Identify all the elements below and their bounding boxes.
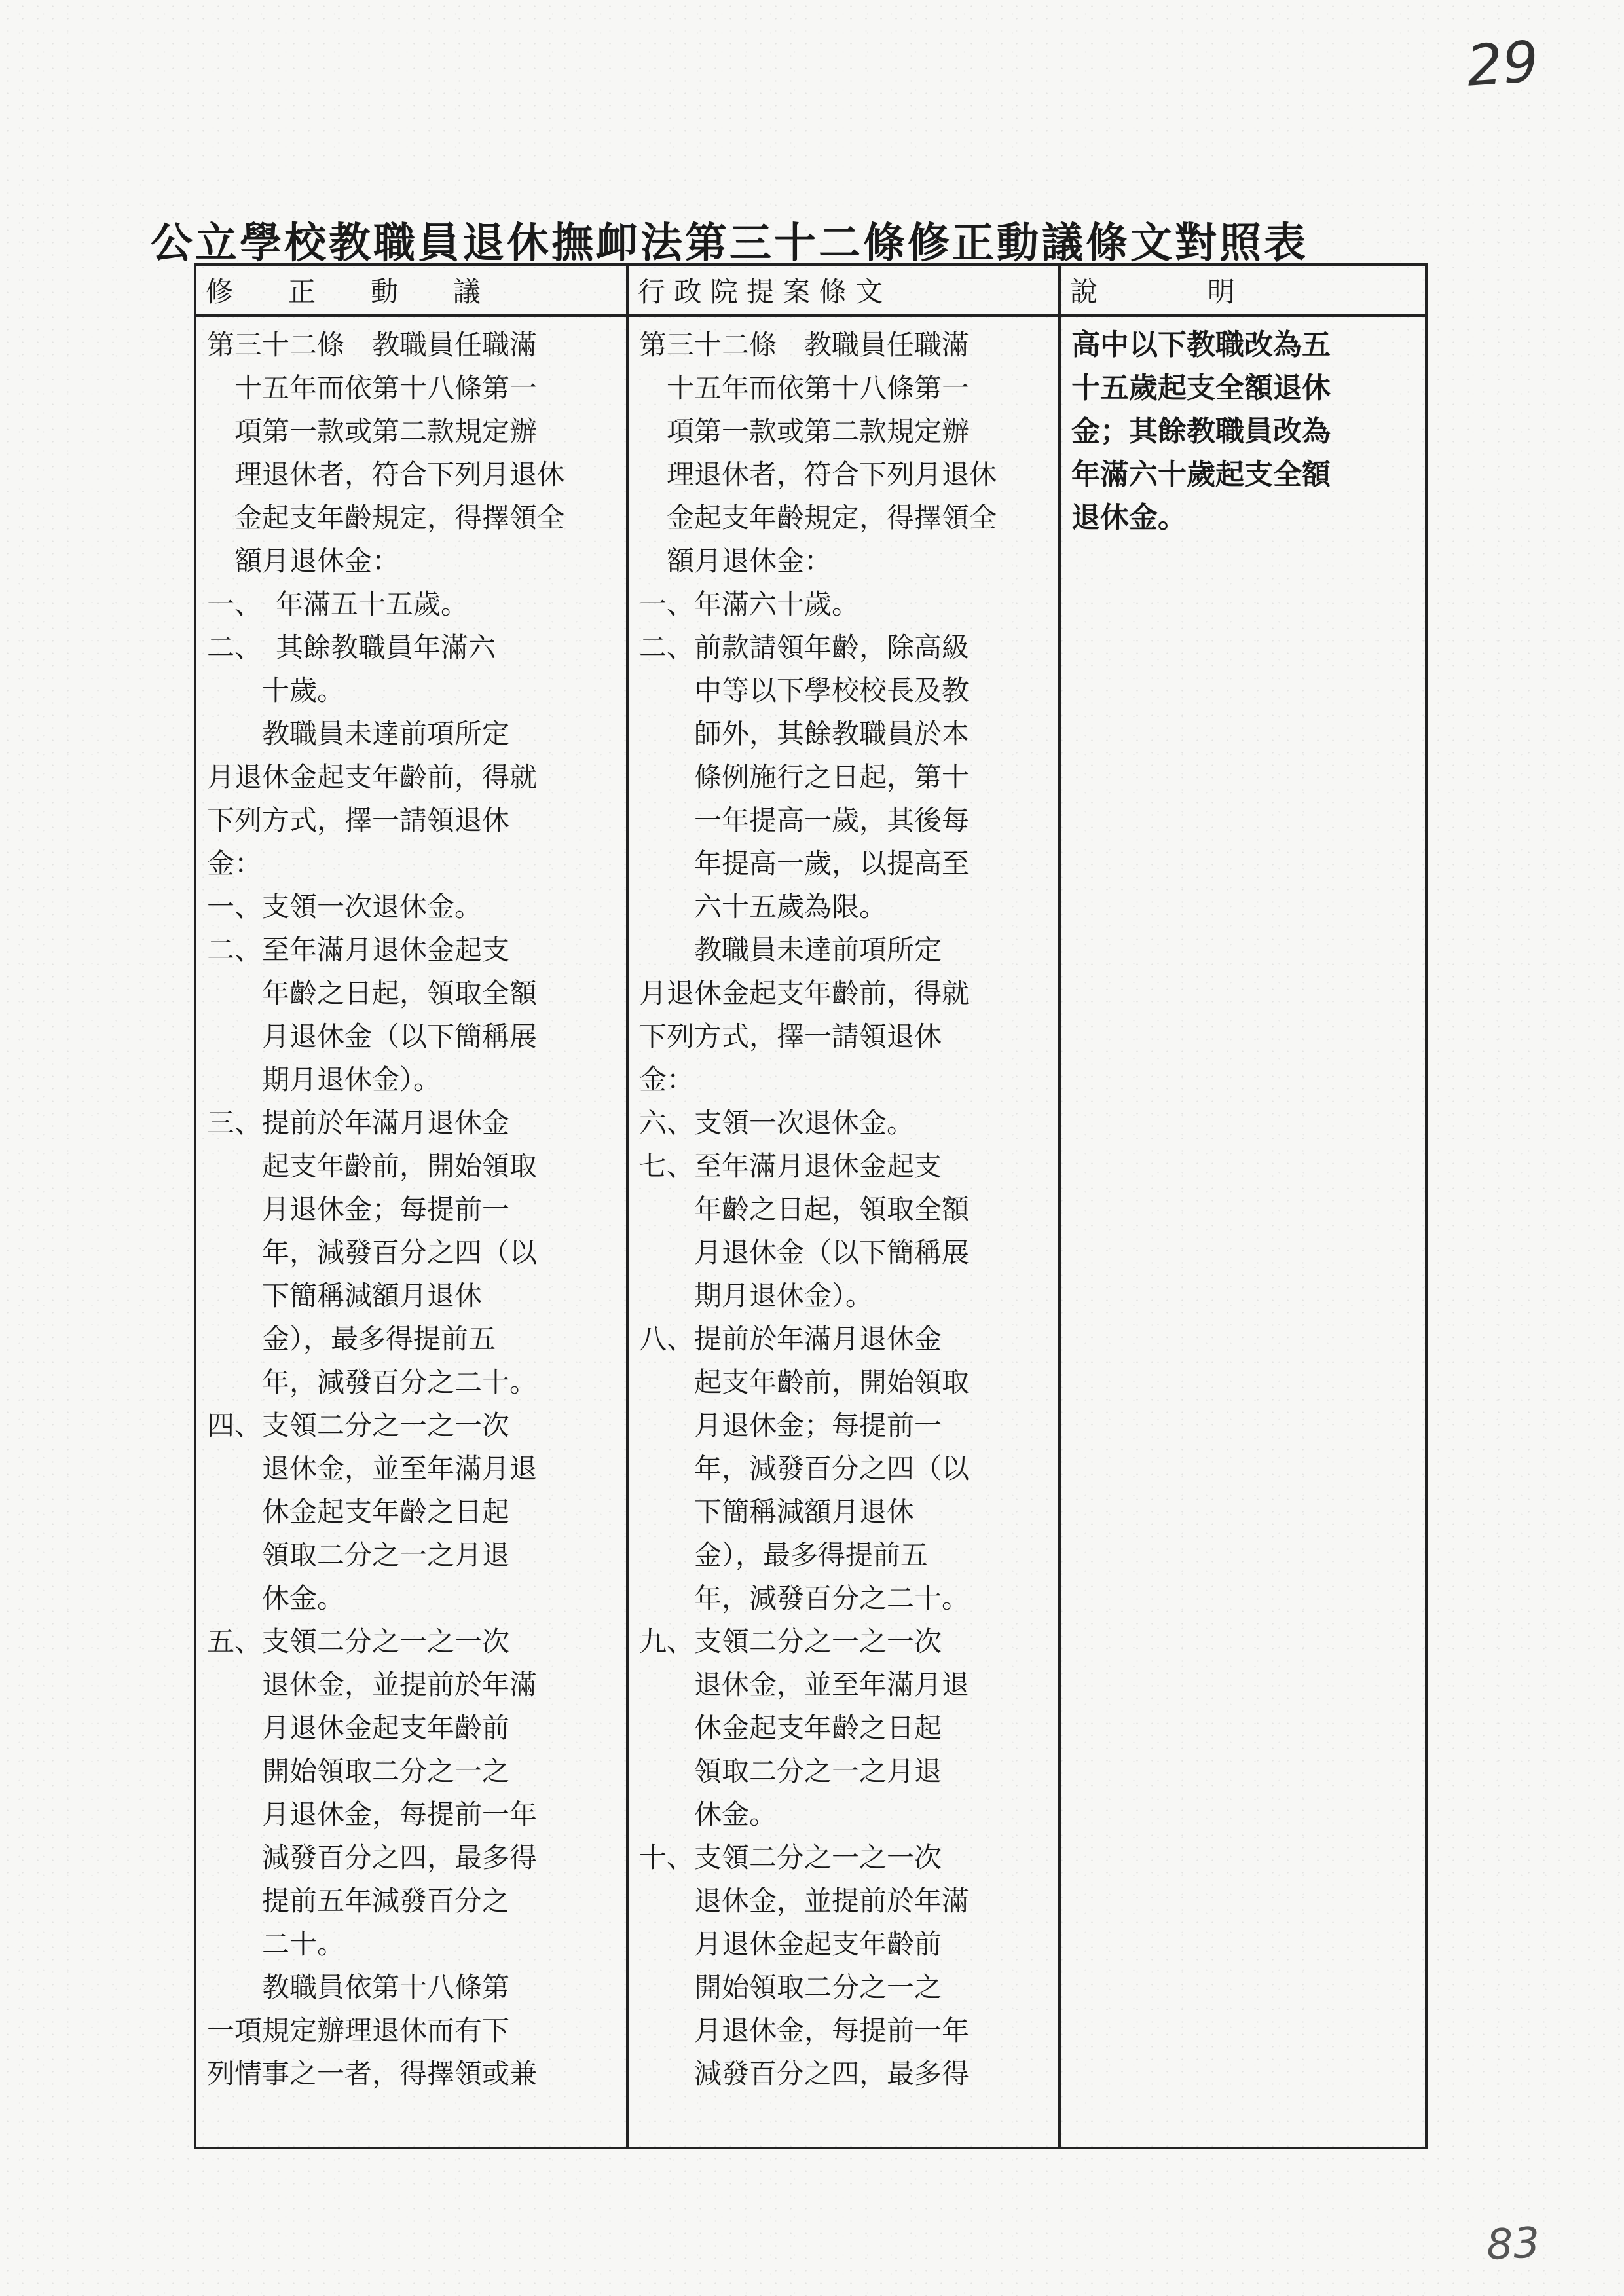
explanation-text: 高中以下教職改為五 十五歲起支全額退休 金；其餘教職員改為 年滿六十歲起支全額 退休金。 bbox=[1071, 328, 1331, 534]
handwritten-page-number-bottom: 83 bbox=[1485, 2218, 1541, 2270]
header-explanation: 說 明 bbox=[1060, 265, 1426, 316]
handwritten-page-number-top: 29 bbox=[1464, 29, 1541, 100]
amendment-cell bbox=[195, 316, 627, 2148]
document-title: 公立學校教職員退休撫卹法第三十二條修正動議條文對照表 bbox=[151, 219, 1308, 268]
table-row bbox=[195, 316, 1426, 2148]
executive-cell bbox=[627, 316, 1060, 2148]
amendment-text: 第三十二條 教職員任職滿 十五年而依第十八條第一 項第一款或第二款規定辦 理退休者，符合下列月退休 金起支年齡規定，得擇領全 額月退休金： 一、 年滿五十五歲。 二、 其餘教職員年滿六 十歲。 教職員未達前項所定 月退休金起支年齡前，得就 下列方式，擇一請領退休 金： 一、支領一次退休金。 二、至年滿月退休金起支 年齡之日起，領取全額 月退休金（以下簡稱展 期月退休金）。 三、提前於年滿月退休金 起支年齡前，開始領取 月退休金；每提前一 年，減發百分之四（以 下簡稱減額月退休 金），最多得提前五 年，減發百分之二十。 四、支領二分之一之一次 退休金，並至年滿月退 休金起支年齡之日起 領取二分之一之月退 休金。 五、支領二分之一之一次 退休金，並提前於年滿 月退休金起支年齡前 開始領取二分之一之 月退休金，每提前一年 減發百分之四，最多得 提前五年減發百分之 二十。 教職員依第十八條第 一項規定辦理退休而有下 列情事之一者，得擇領或兼 bbox=[207, 329, 565, 2090]
explanation-cell bbox=[1060, 316, 1426, 2148]
executive-text: 第三十二條 教職員任職滿 十五年而依第十八條第一 項第一款或第二款規定辦 理退休者，符合下列月退休 金起支年齡規定，得擇領全 額月退休金： 一、年滿六十歲。 二、前款請領年齡，除高級 中等以下學校校長及教 師外，其餘教職員於本 條例施行之日起，第十 一年提高一歲，其後每 年提高一歲，以提高至 六十五歲為限。 教職員未達前項所定 月退休金起支年齡前，得就 下列方式，擇一請領退休 金： 六、支領一次退休金。 七、至年滿月退休金起支 年齡之日起，領取全額 月退休金（以下簡稱展 期月退休金）。 八、提前於年滿月退休金 起支年齡前，開始領取 月退休金；每提前一 年，減發百分之四（以 下簡稱減額月退休 金），最多得提前五 年，減發百分之二十。 九、支領二分之一之一次 退休金，並至年滿月退 休金起支年齡之日起 領取二分之一之月退 休金。 十、支領二分之一之一次 退休金，並提前於年滿 月退休金起支年齡前 開始領取二分之一之 月退休金，每提前一年 減發百分之四，最多得 bbox=[639, 329, 997, 2090]
table-header-row bbox=[195, 265, 1426, 316]
header-amendment: 修 正 動 議 bbox=[195, 265, 627, 316]
comparison-table bbox=[194, 263, 1428, 2149]
header-executive-yuan: 行 政 院 提 案 條 文 bbox=[627, 265, 1060, 316]
